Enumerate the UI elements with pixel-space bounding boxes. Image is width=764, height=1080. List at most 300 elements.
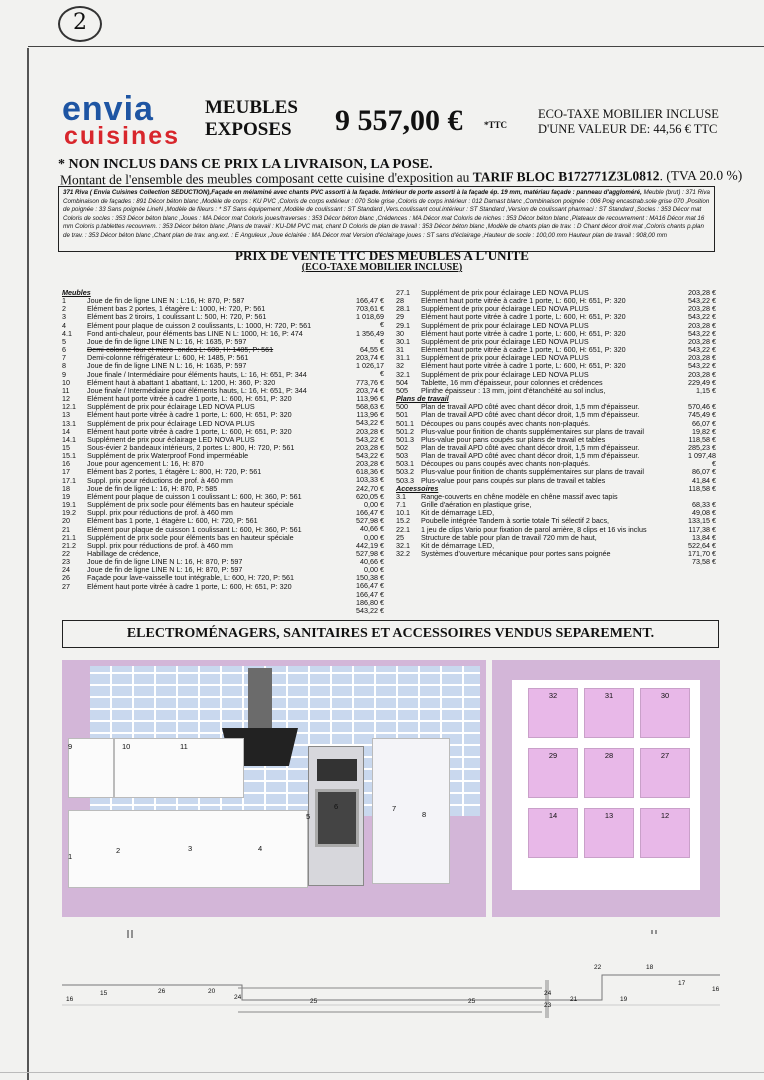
list-item: [62, 338, 358, 346]
item-number: 17: [62, 467, 70, 477]
item-price: 543,22 €: [688, 361, 716, 371]
item-label: Elément haut porte vitrée à cadre 1 porte, L: 600, H: 651, P: 320: [87, 411, 292, 420]
item-number: 2: [62, 304, 66, 314]
kitchen-elevation: [62, 660, 486, 917]
item-price: 703,61 €: [356, 304, 384, 314]
item-number: 500: [396, 402, 408, 412]
item-number: 503: [396, 451, 408, 461]
item-label: Elément haut porte vitrée à cadre 1 porte, L: 600, H: 651, P: 320: [421, 362, 626, 371]
item-label: 1 jeu de clips Vario pour fixation de parol arrière, 8 clips et 16 vis inclus: [421, 525, 647, 534]
item-label: Plus-value pour finition de chants supplémentaires sur plans de travail: [421, 468, 644, 477]
item-number: 27: [62, 581, 70, 591]
item-number: 501.1: [396, 418, 414, 428]
list-item: [62, 574, 358, 582]
item-number: 22.1: [396, 524, 410, 534]
item-number: 13.1: [62, 418, 76, 428]
floor-label: 24: [544, 990, 552, 997]
item-number: 19.2: [62, 508, 76, 518]
handwritten-page-number: 2: [58, 6, 102, 42]
item-label: Elément haut porte vitrée à cadre 1 porte, L: 600, H: 651, P: 320: [421, 313, 626, 322]
section-heading: Plans de travail: [396, 394, 449, 404]
plan-cell: [528, 748, 578, 798]
item-label: Elément pour plaque de cuisson 1 coulissant L: 600, H: 360, P: 561: [87, 492, 302, 501]
list-item: [62, 387, 358, 395]
tall-column: [372, 738, 450, 884]
plan-cell: [640, 688, 690, 738]
floor-label: 15: [100, 990, 108, 997]
item-price: 203,28 €: [688, 369, 716, 379]
item-number: 16: [62, 459, 70, 469]
item-price: 166,47 €: [356, 581, 384, 591]
item-price: 203,28 €: [688, 320, 716, 330]
wall-cabinet-10: [114, 738, 244, 798]
wall-cabinet-plan: [492, 660, 720, 917]
item-number: 501: [396, 410, 408, 420]
plan-cell: [528, 808, 578, 858]
list-item: [396, 542, 696, 550]
item-label: Supplément de prix pour éclairage LED NOVA PLUS: [421, 289, 589, 297]
bottom-rule: [0, 1072, 764, 1073]
plan-cell: [528, 688, 578, 738]
item-label: Suppl. prix pour réductions de prof. à 460 mm: [87, 509, 233, 518]
item-label: Sous-évier 2 bandeaux intérieurs, 2 portes L: 800, H: 720, P: 561: [87, 443, 295, 452]
item-price: 66,07 €: [692, 418, 716, 428]
left-price-list: [62, 289, 358, 591]
item-label: Demi-colonne four et micro- ondes L: 600, H: 1485, P: 561: [87, 346, 274, 355]
item-price: 113,96 €: [356, 393, 384, 403]
item-label: Elément haut porte vitrée à cadre 1 porte, L: 600, H: 651, P: 320: [421, 346, 626, 355]
item-number: 24: [62, 565, 70, 575]
floor-label: 18: [646, 964, 654, 971]
eco-line2: D'UNE VALEUR DE: 44,56 € TTC: [538, 122, 718, 136]
item-label: Supplément de prix pour éclairage LED NOVA PLUS: [87, 435, 255, 444]
list-item: [396, 460, 696, 468]
list-item: [62, 501, 358, 509]
item-number: 18: [62, 483, 70, 493]
plan-cell-label: 31: [604, 691, 614, 700]
item-label: Supplément de prix pour éclairage LED NOVA PLUS: [421, 337, 589, 346]
list-item: [396, 297, 696, 305]
list-item: [396, 428, 696, 436]
list-item: [396, 338, 696, 346]
item-label: Elément haut porte vitrée à cadre 1 porte, L: 600, H: 651, P: 320: [421, 329, 626, 338]
item-number: 19: [62, 491, 70, 501]
list-item: [396, 501, 696, 509]
item-label: Systèmes d'ouverture mécanique pour portes sans poignée: [421, 550, 611, 558]
item-number: 17.1: [62, 475, 76, 485]
item-label: Grille d'aération en plastique grise,: [421, 501, 532, 510]
list-item: [62, 452, 358, 460]
list-item: [62, 493, 358, 501]
description-rest: Meuble (brut) : 371 Riva Combinaison de façades : 891 Décor béton blanc ,Modèle de corps : KU PVC ,Coloris de corps extérieur : 070 Sole grise ,Coloris de corps intérieur : 012 Damast blanc ,Combinaison poignée : 006 Poig encastrab.sole grise 070 ,Position de poignée : 33 Sans poignée LineN ,Modèle de fileurs : * ST Sans équipement ,Modèle de coulissant : ST Standard ,Vers.coulissant coul.intérieur : ST Standard ,Version de coulissant pharmaci : ST Standard ,Socles : 353 Décor mat Coloris de socles : 353 Décor béton blanc ,Joues : MA Décor mat Coloris joues/traverses : 353 Décor béton blanc ,Crédences : MA Décor mat Coloris de niches : 353 Décor béton blanc ,Plateaux de recouvrement : MA16 Décor mat 16 mm Coloris p.tablettes recouvrem. : 353 Décor béton blanc ,Plans de travail : KU-DM PVC mat, chant D Coloris de plan de travail : 353 Décor béton blanc ,Modèle de chants plan de trav. : D Chant décor droit mat ,Coloris chants p.plan de trav. : 353 Décor béton blanc ,Chant plan de trav. ang.ext. : E Anguleux ,Joue éclairée : MA Décor mat Version d'éclairage joues : ST sans d'éclairage ,Hauteur de socle : 100,00 mm Hauteur plan de travail : 908,00 mm: [63, 189, 710, 239]
item-price: 442,19 €: [356, 540, 384, 550]
elev-label: 6: [334, 802, 339, 811]
elev-label: 9: [68, 742, 73, 751]
list-item: [62, 395, 358, 403]
list-item: [62, 444, 358, 452]
description-box: [58, 186, 715, 252]
item-number: 28.1: [396, 304, 410, 314]
item-price: 203,28 €: [356, 459, 384, 469]
item-price: 118,58 €: [688, 434, 716, 444]
item-number: 8: [62, 361, 66, 371]
item-price: 543,22 €: [356, 450, 384, 460]
item-number: 12.1: [62, 402, 76, 412]
item-price: 166,47 €: [356, 589, 384, 599]
item-number: 12: [62, 394, 70, 404]
plan-cell: [640, 808, 690, 858]
plan-cell-label: 12: [660, 811, 670, 820]
item-number: 1: [62, 296, 66, 306]
item-label: Elément haut à abattant 1 abattant, L: 1200, H: 360, P: 320: [87, 378, 276, 387]
item-price: 745,49 €: [688, 410, 716, 420]
item-number: 23: [62, 557, 70, 567]
top-rule: [28, 46, 764, 47]
right-price-column: [686, 289, 716, 566]
plan-cell-label: 30: [660, 691, 670, 700]
item-number: 30.1: [396, 336, 410, 346]
item-label: Elément pour plaque de cuisson 1 coulissant L: 600, H: 360, P: 561: [87, 525, 302, 534]
item-price: 41,84 €: [692, 475, 716, 485]
floor-label: 25: [310, 998, 318, 1005]
item-number: 21.1: [62, 532, 76, 542]
item-label: Supplément de prix pour éclairage LED NOVA PLUS: [87, 403, 255, 412]
item-number: 32.2: [396, 549, 410, 558]
list-item: [62, 371, 358, 379]
item-label: Elément bas 2 portes, 1 étagère L: 800, H: 720, P: 561: [87, 468, 262, 477]
floor-label: 25: [468, 998, 476, 1005]
item-number: 21: [62, 524, 70, 534]
item-number: 14.1: [62, 434, 76, 444]
electro-banner: ELECTROMÉNAGERS, SANITAIRES ET ACCESSOIRES VENDUS SEPAREMENT.: [62, 620, 719, 648]
item-price: 203,74 €: [356, 353, 384, 363]
item-price: 543,22 €: [356, 434, 384, 444]
list-item: [396, 330, 696, 338]
list-item: [62, 534, 358, 542]
item-price: 527,98 €: [356, 516, 384, 526]
tarif-code: TARIF BLOC B172771Z3L0812: [472, 168, 660, 185]
list-item: [62, 550, 358, 558]
item-number: 19.1: [62, 500, 76, 510]
item-price: 0,00 €: [364, 499, 384, 509]
envia-logo: [62, 92, 202, 154]
item-price: 1 356,49 €: [356, 328, 384, 346]
right-price-list: [396, 289, 696, 558]
list-item: [62, 460, 358, 468]
list-item: [396, 444, 696, 452]
item-label: Kit de démarrage LED,: [421, 541, 495, 550]
list-item: [62, 542, 358, 550]
list-item: [396, 420, 696, 428]
item-number: 14: [62, 426, 70, 436]
list-item: [396, 509, 696, 517]
item-price: 203,28 €: [688, 304, 716, 314]
floor-plan: [62, 930, 720, 1022]
item-price: 103,33 €: [356, 475, 384, 485]
floor-label: 21: [570, 996, 578, 1003]
item-label: Supplément de prix pour éclairage LED NOVA PLUS: [421, 321, 589, 330]
item-number: 502: [396, 442, 408, 452]
item-label: Fond anti-chaleur, pour éléments bas LINE N L: 1000, H: 16, P: 474: [87, 329, 303, 338]
plan-cell: [584, 688, 634, 738]
plan-cell-label: 28: [604, 751, 614, 760]
item-number: 503.1: [396, 459, 414, 469]
item-number: 15.2: [396, 516, 410, 526]
item-number: 501.3: [396, 434, 414, 444]
list-item: [396, 517, 696, 525]
list-item: [396, 411, 696, 419]
item-price: 203,28 €: [688, 353, 716, 363]
item-price: 117,38 €: [688, 524, 716, 534]
item-label: Elément bas 1 porte, 1 étagère L: 600, H: 720, P: 561: [87, 517, 258, 526]
item-price: 19,82 €: [692, 426, 716, 436]
list-item: [62, 346, 358, 354]
item-label: Plan de travail APD côté avec chant décor droit, 1,5 mm d'épaisseur.: [421, 411, 640, 420]
section-meubles: Meubles: [62, 288, 91, 297]
left-price-column: [356, 297, 384, 615]
item-number: 504: [396, 377, 408, 387]
list-item: [62, 379, 358, 387]
item-price: 49,08 €: [692, 508, 716, 518]
item-number: 28: [396, 296, 404, 306]
item-price: 285,23 €: [688, 442, 716, 452]
item-number: 15.1: [62, 451, 76, 461]
section-heading: Accessoires: [396, 483, 439, 493]
item-price: 1 026,17 €: [356, 361, 384, 379]
list-item: [62, 566, 358, 574]
list-item: [396, 305, 696, 313]
item-price: 618,36 €: [356, 467, 384, 477]
plan-cell-label: 14: [548, 811, 558, 820]
item-label: Joue de fin de ligne LINE N : L:16, H: 870, P: 587: [87, 297, 245, 306]
item-label: Elément haut porte vitrée à cadre 1 porte, L: 600, H: 651, P: 320: [87, 395, 292, 404]
plan-cell: [584, 808, 634, 858]
item-price: 543,22 €: [688, 296, 716, 306]
prix-subtitle: (ECO-TAXE MOBILIER INCLUSE): [301, 262, 463, 273]
item-price: 86,07 €: [692, 467, 716, 477]
item-label: Plan de travail APD côté avec chant décor droit, 1,5 mm d'épaisseur.: [421, 403, 640, 412]
item-price: 133,15 €: [688, 516, 716, 526]
item-label: Elément bas 2 tiroirs, 1 coulissant L: 500, H: 720, P: 561: [87, 313, 267, 322]
elev-label: 2: [116, 846, 121, 855]
floor-label: 17: [678, 980, 686, 987]
item-number: 31: [396, 345, 404, 355]
item-number: 4: [62, 320, 66, 330]
item-label: Plus-value pour pans coupés sur plans de travail et tables: [421, 476, 606, 485]
logo-line2: cuisines: [64, 122, 181, 150]
floor-label: 24: [234, 994, 242, 1001]
item-number: 30: [396, 328, 404, 338]
list-item: [62, 411, 358, 419]
floor-plan-svg: [62, 930, 720, 1022]
item-price: 118,58 €: [688, 483, 716, 493]
list-item: [62, 403, 358, 411]
elev-label: 8: [422, 810, 427, 819]
item-label: Joue finale / Intermédiaire pour éléments hauts, L: 16, H: 651, P: 344: [87, 386, 307, 395]
list-item: [62, 313, 358, 321]
list-item: [396, 468, 696, 476]
item-price: 73,58 €: [692, 557, 716, 567]
list-item: [62, 322, 358, 330]
list-item: [62, 420, 358, 428]
floor-label: 20: [208, 988, 216, 995]
item-price: 13,84 €: [692, 532, 716, 542]
item-price: 40,66 €: [360, 557, 384, 566]
list-item: [62, 428, 358, 436]
list-item: [396, 371, 696, 379]
item-label: Elément haut porte vitrée à cadre 1 porte, L: 600, H: 651, P: 320: [421, 297, 626, 306]
item-number: 5: [62, 336, 66, 346]
description-bold: 371 Riva ( Envia Cuisines Collection SEDUCTION),Façade en mélaminé avec chants PVC assorti à la façade. Intérieur de porte assorti à la façade ép. 19 mm, matériau façade : panneau d'aggloméré,: [63, 189, 642, 196]
oven: [315, 789, 359, 847]
item-label: Demi-colonne réfrigérateur L: 600, H: 1485, P: 561: [87, 354, 249, 363]
elev-label: 1: [68, 852, 73, 861]
item-price: 166,47 €: [356, 296, 384, 305]
item-price: 527,98 €: [356, 548, 384, 558]
item-price: 1 018,69 €: [356, 312, 384, 330]
floor-label: 16: [712, 986, 720, 993]
logo-line1: envia: [62, 90, 154, 128]
item-number: 10.1: [396, 508, 410, 518]
item-label: Habillage de crédence,: [87, 550, 161, 558]
list-item: [396, 346, 696, 354]
floor-label: 23: [544, 1002, 552, 1009]
meubles-exposes: [205, 97, 298, 141]
item-label: Découpes ou pans coupés avec chants non-plaqués.: [421, 419, 591, 428]
item-price: 68,33 €: [692, 500, 716, 510]
list-item: [396, 354, 696, 362]
item-label: Supplément de prix pour éclairage LED NOVA PLUS: [87, 419, 255, 428]
list-item: [62, 485, 358, 493]
item-number: 503.3: [396, 475, 414, 485]
item-number: 29: [396, 312, 404, 322]
eco-line1: ECO-TAXE MOBILIER INCLUSE: [538, 107, 719, 121]
montant-text: Montant de l'ensemble des meubles composant cette cuisine d'exposition au: [59, 169, 473, 188]
item-number: 32.1: [396, 540, 410, 550]
item-number: 21.2: [62, 540, 76, 550]
floor-label: 16: [66, 996, 74, 1003]
plan-cell: [584, 748, 634, 798]
item-number: 7: [62, 353, 66, 363]
item-label: Elément haut porte vitrée à cadre 1 porte, L: 600, H: 651, P: 320: [87, 427, 292, 436]
item-label: Façade pour lave-vaisselle tout intégrable, L: 600, H: 720, P: 561: [87, 574, 294, 583]
plan-cell-label: 29: [548, 751, 558, 760]
item-label: Supplément de prix pour éclairage LED NOVA PLUS: [421, 370, 589, 379]
ttc-label: *TTC: [484, 120, 508, 130]
list-item: [62, 297, 358, 305]
item-label: Plinthe épaisseur : 13 mm, joint d'étanchéité au sol inclus,: [421, 386, 606, 395]
list-item: [396, 534, 696, 542]
list-item: [396, 493, 696, 501]
item-price: 229,49 €: [688, 377, 716, 387]
item-label: Kit de démarrage LED,: [421, 509, 495, 518]
plan-cell-label: 27: [660, 751, 670, 760]
item-label: Joue de fin de ligne L: 16, H: 870, P: 585: [87, 484, 218, 493]
list-item: [396, 452, 696, 460]
item-number: 22: [62, 549, 70, 558]
item-label: Plus-value pour finition de chants supplémentaires sur plans de travail: [421, 427, 644, 436]
meubles-label: MEUBLES: [205, 97, 298, 118]
item-price: 1 097,48 €: [688, 451, 716, 469]
elev-label: 3: [188, 844, 193, 853]
item-label: Supplément de prix socle pour éléments bas en hauteur spéciale: [87, 501, 294, 510]
non-inclus-note: * NON INCLUS DANS CE PRIX LA LIVRAISON, LA POSE.: [58, 157, 433, 172]
item-price: 773,76 €: [356, 377, 384, 387]
exposes-label: EXPOSES: [205, 119, 292, 140]
item-label: Poubelle intégrée Tandem à sortie totale Tri sélectif 2 bacs,: [421, 517, 610, 526]
item-price: 570,46 €: [688, 402, 716, 412]
item-number: 501.2: [396, 426, 414, 436]
list-item: [396, 313, 696, 321]
item-label: Suppl. prix pour réductions de prof. à 460 mm: [87, 476, 233, 485]
item-label: Tablette, 16 mm d'épaisseur, pour colonnes et crédences: [421, 378, 603, 387]
plan-cell-label: 13: [604, 811, 614, 820]
item-price: 203,28 €: [688, 288, 716, 297]
floor-label: 22: [594, 964, 602, 971]
tva-text: . (TVA 20.0 %): [659, 167, 743, 184]
list-item: [62, 362, 358, 370]
elev-label: 7: [392, 804, 397, 813]
total-price: 9 557,00 €: [335, 104, 463, 137]
elev-label: 4: [258, 844, 263, 853]
item-number: 3: [62, 312, 66, 322]
item-price: 543,22 €: [688, 328, 716, 338]
item-price: 166,47 €: [356, 508, 384, 518]
item-price: 113,96 €: [356, 410, 384, 420]
item-price: 543,22 €: [688, 345, 716, 355]
item-label: Joue de fin de ligne LINE N L: 16, H: 1635, P: 597: [87, 362, 247, 371]
list-item: [396, 362, 696, 370]
item-label: Joue de fin de ligne LINE N L: 16, H: 870, P: 597: [87, 566, 243, 575]
list-item: [396, 526, 696, 534]
item-number: 505: [396, 385, 408, 395]
plan-cell-label: 32: [548, 691, 558, 700]
item-label: Joue de fin de ligne LINE N L: 16, H: 1635, P: 597: [87, 337, 247, 346]
list-item: [396, 289, 696, 297]
elev-label: 5: [306, 812, 311, 821]
item-price: 150,38 €: [356, 573, 384, 583]
item-number: 11: [62, 385, 70, 395]
item-number: 15: [62, 442, 70, 452]
item-label: Plan de travail APD côté avec chant décor droit, 1,5 mm d'épaisseur.: [421, 443, 640, 452]
plan-cell: [640, 748, 690, 798]
item-number: 20: [62, 516, 70, 526]
item-number: 25: [396, 532, 404, 542]
item-label: Supplément de prix Waterproof Fond imperméable: [87, 452, 249, 461]
item-number: 31.1: [396, 353, 410, 363]
item-price: 203,28 €: [356, 426, 384, 436]
item-number: 32: [396, 361, 404, 371]
item-label: Supplément de prix socle pour éléments bas en hauteur spéciale: [87, 533, 294, 542]
item-label: Suppl. prix pour réductions de prof. à 460 mm: [87, 541, 233, 550]
item-label: Joue de fin de ligne LINE N L: 16, H: 870, P: 597: [87, 558, 243, 567]
list-item: [396, 403, 696, 411]
item-price: 522,64 €: [688, 540, 716, 550]
list-item: [62, 354, 358, 362]
item-price: 543,22 €: [688, 312, 716, 322]
item-number: 9: [62, 369, 66, 379]
item-price: 620,05 €: [356, 491, 384, 501]
item-number: 6: [62, 345, 66, 355]
wall-cabinet-left: [68, 738, 114, 798]
list-item: [62, 477, 358, 485]
item-number: 3.1: [396, 491, 406, 501]
list-item: [62, 526, 358, 534]
prix-title: PRIX DE VENTE TTC DES MEUBLES A L'UNITE: [235, 248, 529, 263]
item-price: 568,63 €: [356, 402, 384, 412]
item-price: 543,22 €: [356, 418, 384, 428]
item-price: 1,15 €: [696, 385, 716, 395]
